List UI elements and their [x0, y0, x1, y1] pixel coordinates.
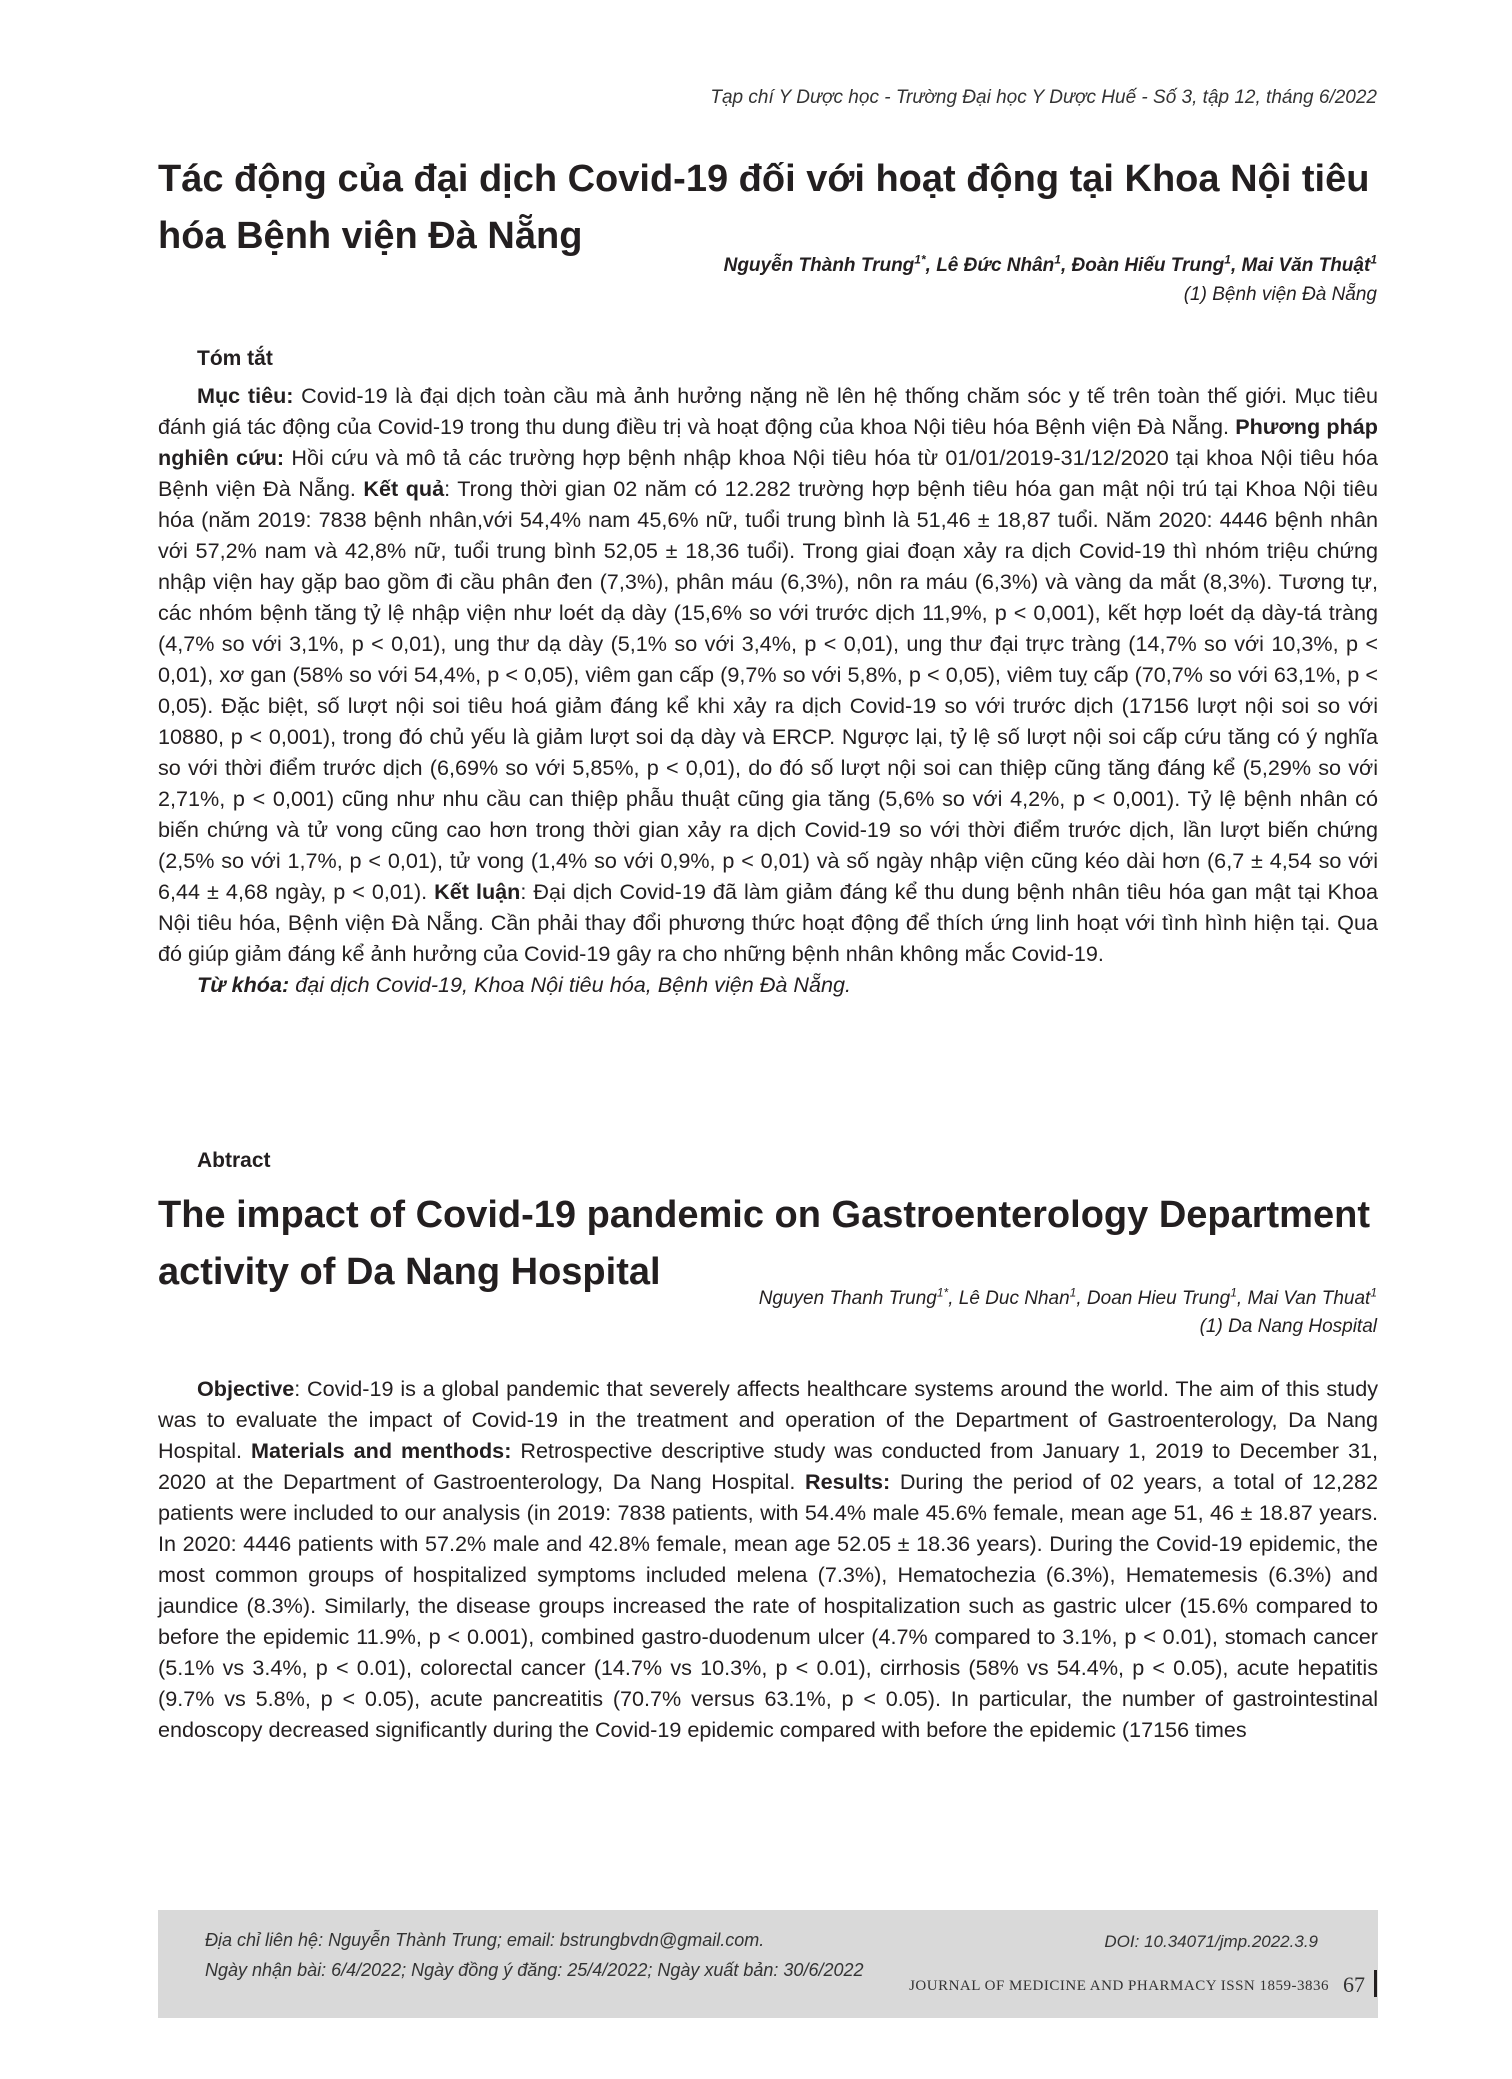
objective-text: : Covid-19 is a global pandemic that severely affects healthcare systems around the world. The aim of this study was to evaluate the impact of Covid-19 in the treatment and operation of the Department of Gastroenterology, Da Nang Hospital. [158, 1376, 1378, 1463]
page-number: 67 [1343, 1972, 1365, 1997]
author-name: Lê Đức Nhân [936, 255, 1055, 276]
journal-footer [909, 1978, 1329, 1995]
objective-text: Covid-19 là đại dịch toàn cầu mà ảnh hưởng nặng nề lên hệ thống chăm sóc y tế trên toàn thế giới. Mục tiêu đánh giá tác động của Covid-19 trong thu dung điều trị và hoạt động của khoa Nội tiêu hóa Bệnh viện Đà Nẵng. [158, 383, 1378, 439]
author-affil-mark: 1 [1224, 252, 1231, 267]
article-title-vi: Tác động của đại dịch Covid-19 đối với hoạt động tại Khoa Nội tiêu hóa Bệnh viện Đà Nẵng [158, 158, 1370, 257]
author-affil-mark: 1 [1370, 252, 1377, 267]
conclusion-label: Kết luận [434, 879, 521, 904]
abstract-heading-en: Abtract [197, 1149, 271, 1172]
objective-label: Objective [197, 1376, 295, 1401]
results-label: Results: [804, 1469, 891, 1494]
results-text: During the period of 02 years, a total of 12,282 patients were included to our analysis (in 2019: 7838 patients, with 54.4% male 45.6% female, mean age 51, 46 ± 18.87 years. In 2020: 4446 patients with 57.2% male and 42.8% female, mean age 52.05 ± 18.36 years). During the Covid-19 epidemic, the most common groups of hospitalized symptoms included melena (7.3%), Hematochezia (6.3%), Hematemesis (6.3%) and jaundice (8.3%). Similarly, the disease groups increased the rate of hospitalization such as gastric ulcer (15.6% compared to before the epidemic 11.9%, p < 0.001), combined gastro-duodenum ulcer (4.7% compared to 3.1%, p < 0.01), stomach cancer (5.1% vs 3.4%, p < 0.01), colorectal cancer (14.7% vs 10.3%, p < 0.01), cirrhosis (58% vs 54.4%, p < 0.05), acute hepatitis (9.7% vs 5.8%, p < 0.05), acute pancreatitis (70.7% versus 63.1%, p < 0.05). In particular, the number of gastrointestinal endoscopy decreased significantly during the Covid-19 epidemic compared with before the epidemic (17156 times [158, 1469, 1378, 1742]
abstract-body-vi [158, 380, 1378, 969]
author-affil-mark: 1* [914, 252, 926, 267]
affiliation-vi: (1) Bệnh viện Đà Nẵng [1183, 284, 1377, 305]
results-text: : Trong thời gian 02 năm có 12.282 trường hợp bệnh tiêu hóa gan mật nội trú tại Khoa Nội tiêu hóa (năm 2019: 7838 bệnh nhân,với 54,4% nam 45,6% nữ, tuổi trung bình là 51,46 ± 18,87 tuổi. Năm 2020: 4446 bệnh nhân với 57,2% nam và 42,8% nữ, tuổi trung bình 52,05 ± 18,36 tuổi). Trong giai đoạn xảy ra dịch Covid-19 thì nhóm triệu chứng nhập viện hay gặp bao gồm đi cầu phân đen (7,3%), phân máu (6,3%), nôn ra máu (6,3%) và vàng da mắt (8,3%). Tương tự, các nhóm bệnh tăng tỷ lệ nhập viện như loét dạ dày (15,6% so với trước dịch 11,9%, p < 0,001), kết hợp loét dạ dày-tá tràng (4,7% so với 3,1%, p < 0,01), ung thư dạ dày (5,1% so với 3,4%, p < 0,01), ung thư đại trực tràng (14,7% so với 10,3%, p < 0,01), xơ gan (58% so với 54,4%, p < 0,05), viêm gan cấp (9,7% so với 5,8%, p < 0,05), viêm tuỵ cấp (70,7% so với 63,1%, p < 0,05). Đặc biệt, số lượt nội soi tiêu hoá giảm đáng kể khi xảy ra dịch Covid-19 so với trước dịch (17156 lượt nội soi so với 10880, p < 0,001), trong đó chủ yếu là giảm lượt soi dạ dày và ERCP. Ngược lại, tỷ lệ số lượt nội soi cấp cứu tăng có ý nghĩa so với thời điểm trước dịch (6,69% so với 5,85%, p < 0,01), do đó số lượt nội soi can thiệp cũng tăng đáng kể (5,29% so với 2,71%, p < 0,001) cũng như nhu cầu can thiệp phẫu thuật cũng gia tăng (5,6% so với 4,2%, p < 0,001). Tỷ lệ bệnh nhân có biến chứng và tử vong cũng cao hơn trong thời gian xảy ra dịch Covid-19 so với thời điểm trước dịch, lần lượt biến chứng (2,5% so với 1,7%, p < 0,01), tử vong (1,4% so với 0,9%, p < 0,01) và số ngày nhập viện cũng kéo dài hơn (6,7 ± 4,54 so với 6,44 ± 4,68 ngày, p < 0,01). [158, 476, 1378, 904]
author-name: Lê Duc Nhan [958, 1288, 1070, 1309]
author-name: Đoàn Hiếu Trung [1071, 255, 1225, 276]
methods-text: Hồi cứu và mô tả các trường hợp bệnh nhập khoa Nội tiêu hóa từ 01/01/2019-31/12/2020 tại khoa Nội tiêu hóa Bệnh viện Đà Nẵng. [158, 445, 1379, 501]
page-rule [1374, 1970, 1377, 1997]
author-name: Doan Hieu Trung [1086, 1288, 1231, 1309]
author-affil-mark: 1* [936, 1285, 949, 1300]
results-label: Kết quả [363, 476, 445, 501]
abstract-body-en [158, 1373, 1378, 1745]
author-name: Nguyen Thanh Trung [758, 1288, 937, 1309]
keywords-label: Từ khóa: [197, 972, 290, 997]
author-name: Mai Văn Thuật [1241, 255, 1371, 276]
objective-label: Mục tiêu: [197, 383, 294, 408]
author-affil-mark: 1 [1370, 1285, 1377, 1300]
journal-issn: JOURNAL OF MEDICINE AND PHARMACY ISSN 1859-3836 [909, 1978, 1329, 1994]
author-name: Mai Van Thuat [1247, 1288, 1371, 1309]
keywords-text: đại dịch Covid-19, Khoa Nội tiêu hóa, Bệnh viện Đà Nẵng. [289, 972, 851, 997]
running-header: Tạp chí Y Dược học - Trường Đại học Y Dược Huế - Số 3, tập 12, tháng 6/2022 [710, 87, 1377, 108]
author-affil-mark: 1 [1069, 1285, 1077, 1300]
correspondence-box [158, 1910, 1378, 2018]
author-affil-mark: 1 [1230, 1285, 1237, 1300]
keywords-vi [158, 969, 1378, 1000]
methods-label: Phương pháp nghiên cứu: [158, 414, 1378, 470]
abstract-vi [158, 380, 1378, 1000]
contact-line: Địa chỉ liên hệ: Nguyễn Thành Trung; email: bstrungbvdn@gmail.com. [205, 1930, 765, 1950]
methods-label: Materials and menthods: [251, 1438, 512, 1463]
conclusion-text: : Đại dịch Covid-19 đã làm giảm đáng kể thu dung bệnh nhân tiêu hóa gan mật tại Khoa Nội tiêu hóa, Bệnh viện Đà Nẵng. Cần phải thay đổi phương thức hoạt động để thích ứng linh hoạt với tình hình hiện tại. Qua đó giúp giảm đáng kể ảnh hưởng của Covid-19 gây ra cho những bệnh nhân không mắc Covid-19. [158, 879, 1378, 966]
author-list-vi: Nguyễn Thành Trung$^{1*}$, Lê Đức Nhân$^1$, Đoàn Hiếu Trung$^1$, Mai Văn Thuật$^1$ [723, 252, 1377, 276]
author-list-en: Nguyen Thanh Trung$^{1*}$, Lê Duc Nhan$^1$, Doan Hieu Trung$^1$, Mai Van Thuat$^1$ [758, 1285, 1377, 1309]
abstract-en [158, 1373, 1378, 1745]
author-name: Nguyễn Thành Trung [723, 255, 915, 276]
abstract-heading-vi: Tóm tắt [197, 347, 273, 370]
article-title-en: The impact of Covid-19 pandemic on Gastroenterology Department activity of Da Nang Hospital [158, 1194, 1370, 1293]
methods-text: Retrospective descriptive study was conducted from January 1, 2019 to December 31, 2020 at the Department of Gastroenterology, Da Nang Hospital. [158, 1438, 1378, 1494]
dates-line: Ngày nhận bài: 6/4/2022; Ngày đồng ý đăng: 25/4/2022; Ngày xuất bản: 30/6/2022 [205, 1960, 864, 1980]
affiliation-en: (1) Da Nang Hospital [1199, 1316, 1377, 1337]
author-affil-mark: 1 [1054, 252, 1061, 267]
doi-link[interactable]: DOI: 10.34071/jmp.2022.3.9 [1104, 1932, 1318, 1951]
